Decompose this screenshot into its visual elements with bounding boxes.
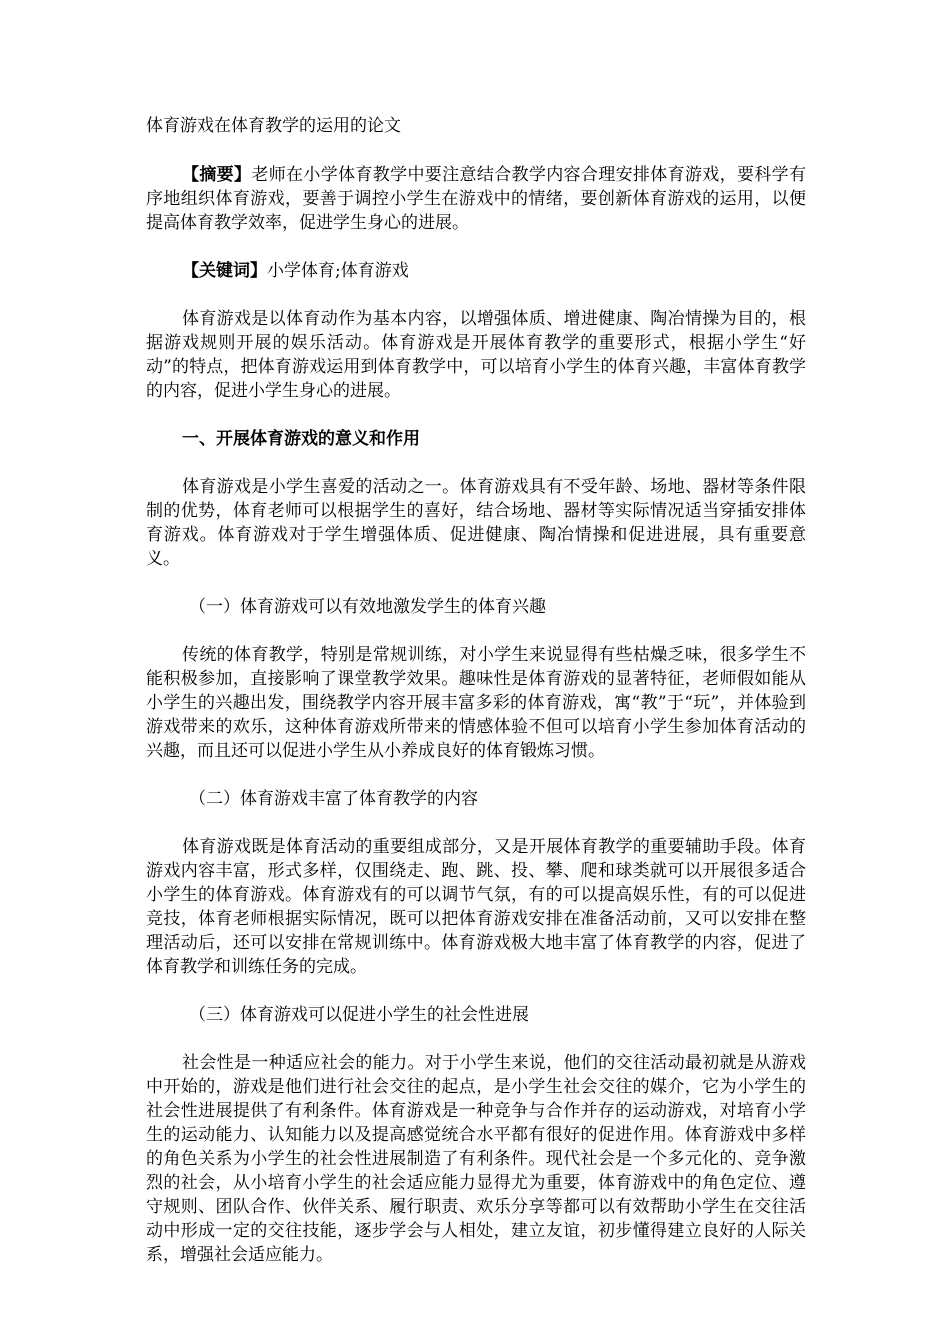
intro-paragraph: 体育游戏是以体育动作为基本内容，以增强体质、增进健康、陶冶情操为目的，根据游戏规则开展的娱乐活动。体育游戏是开展体育教学的重要形式，根据小学生“好动”的特点，把体育游戏运用到体育教学中，可以培育小学生的体育兴趣，丰富体育教学的内容，促进小学生身心的进展。 — [146, 309, 806, 401]
keywords-paragraph — [146, 259, 806, 283]
subsection-paragraph-3: 社会性是一种适应社会的能力。对于小学生来说，他们的交往活动最初就是从游戏中开始的，游戏是他们进行社会交往的起点，是小学生社会交往的媒介，它为小学生的社会性进展提供了有利条件。体育游戏是一种竞争与合作并存的运动游戏，对培育小学生的运动能力、认知能力以及提高感觉统合水平都有很好的促进作用。体育游戏中多样的角色关系为小学生的社会性进展制造了有利条件。现代社会是一个多元化的、竞争激烈的社会，从小培育小学生的社会适应能力显得尤为重要，体育游戏中的角色定位、遵守规则、团队合作、伙伴关系、履行职责、欢乐分享等都可以有效帮助小学生在交往活动中形成一定的交往技能，逐步学会与人相处，建立友谊，初步懂得建立良好的人际关系，增强社会适应能力。 — [146, 1053, 806, 1265]
abstract-label: 【摘要】 — [182, 165, 252, 185]
subsection-heading-1: （一）体育游戏可以有效地激发学生的体育兴趣 — [189, 597, 546, 617]
subsection-heading-2: （二）体育游戏丰富了体育教学的内容 — [189, 789, 478, 809]
subsection-paragraph-1: 传统的体育教学，特别是常规训练，对小学生来说显得有些枯燥乏味，很多学生不能积极参加，直接影响了课堂教学效果。趣味性是体育游戏的显著特征，老师假如能从小学生的兴趣出发，围绕教学内容开展丰富多彩的体育游戏，寓“教”于“玩”，并体验到游戏带来的欢乐，这种体育游戏所带来的情感体验不但可以培育小学生参加体育活动的兴趣，而且还可以促进小学生从小养成良好的体育锻炼习惯。 — [146, 645, 806, 761]
section-paragraph-1: 体育游戏是小学生喜爱的活动之一。体育游戏具有不受年龄、场地、器材等条件限制的优势，体育老师可以根据学生的喜好，结合场地、器材等实际情况适当穿插安排体育游戏。体育游戏对于学生增强体质、促进健康、陶冶情操和促进进展，具有重要意义。 — [146, 477, 806, 569]
section-heading-1: 一、开展体育游戏的意义和作用 — [182, 429, 420, 449]
abstract-paragraph — [146, 163, 806, 235]
subsection-paragraph-2: 体育游戏既是体育活动的重要组成部分，又是开展体育教学的重要辅助手段。体育游戏内容丰富，形式多样，仅围绕走、跑、跳、投、攀、爬和球类就可以开展很多适合小学生的体育游戏。体育游戏有的可以调节气氛，有的可以提高娱乐性，有的可以促进竞技，体育老师根据实际情况，既可以把体育游戏安排在准备活动前，又可以安排在整理活动后，还可以安排在常规训练中。体育游戏极大地丰富了体育教学的内容，促进了体育教学和训练任务的完成。 — [146, 837, 806, 977]
abstract-text: 老师在小学体育教学中要注意结合教学内容合理安排体育游戏，要科学有序地组织体育游戏，要善于调控小学生在游戏中的情绪，要创新体育游戏的运用，以便提高体育教学效率，促进学生身心的进展。 — [146, 165, 807, 233]
subsection-heading-3: （三）体育游戏可以促进小学生的社会性进展 — [189, 1005, 529, 1025]
document-title: 体育游戏在体育教学的运用的论文 — [146, 116, 401, 136]
document-body — [146, 114, 806, 1291]
keywords-text: 小学体育;体育游戏 — [267, 261, 409, 281]
keywords-label: 【关键词】 — [182, 261, 267, 281]
